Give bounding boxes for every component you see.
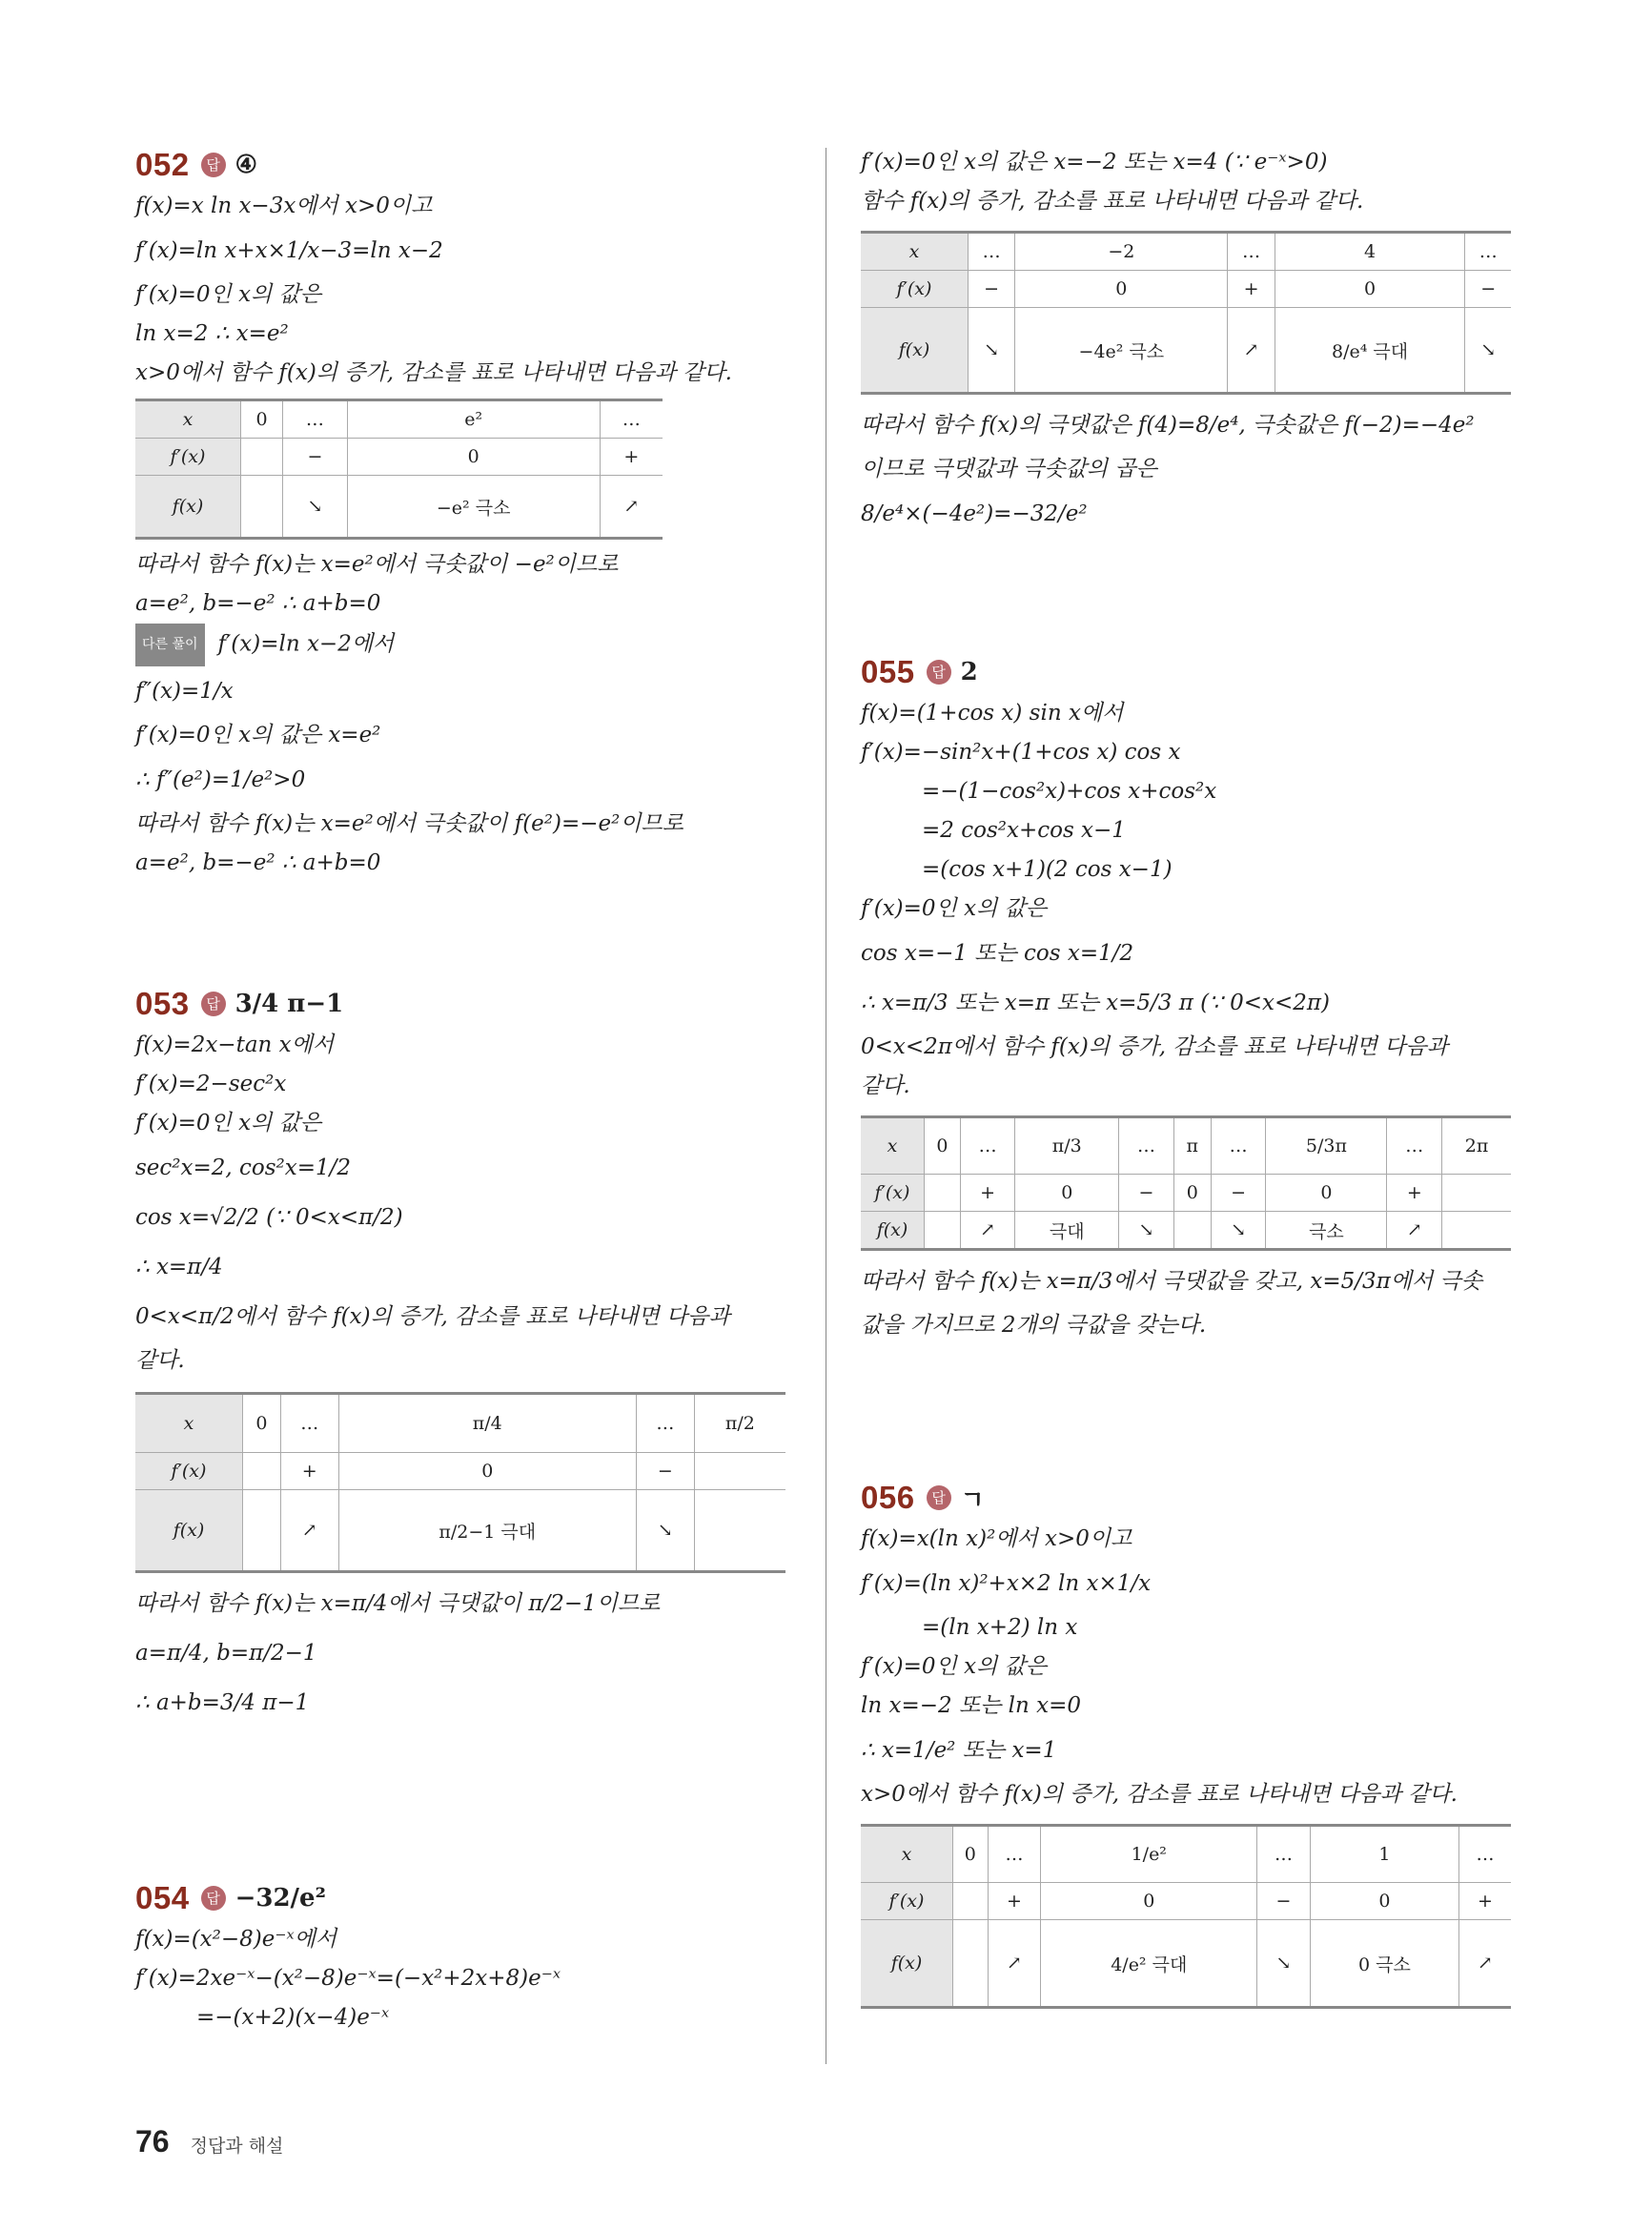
table-cell: …: [280, 1394, 338, 1453]
answer-value: ④: [235, 151, 257, 179]
solution-line: a=e², b=−e² ∴ a+b=0: [135, 591, 381, 616]
solution-line: =(cos x+1)(2 cos x−1): [922, 857, 1173, 882]
table-cell: …: [1387, 1117, 1442, 1175]
table-cell: …: [1119, 1117, 1174, 1175]
table-cell: [694, 1453, 785, 1490]
table-cell: [241, 476, 283, 539]
answer-value: 2: [960, 658, 978, 686]
table-cell: ↘: [283, 476, 347, 539]
solution-line: 따라서 함수 f(x)는 x=e²에서 극솟값이 −e²이므로: [135, 552, 619, 577]
table-cell: ↘: [1211, 1212, 1266, 1250]
solution-line: cos x=√2/2 (∵ 0<x<π/2): [135, 1205, 403, 1230]
problem-header: [861, 650, 1519, 694]
table-cell: −: [1257, 1883, 1311, 1920]
problem-054-continued: [861, 143, 1519, 539]
table-cell: f′(x): [861, 271, 969, 308]
solution-line: =(ln x+2) ln x: [922, 1615, 1078, 1640]
problem-052: [135, 143, 793, 883]
table-cell: 0: [1015, 1175, 1119, 1212]
table-cell: +: [1228, 271, 1275, 308]
solution-line: =−(x+2)(x−4)e⁻ˣ: [196, 2005, 390, 2030]
problem-header: [135, 1876, 793, 1920]
solution-line: f(x)=2x−tan x에서: [135, 1033, 335, 1057]
table-cell: ↗: [280, 1490, 338, 1572]
table-cell: 1: [1310, 1826, 1458, 1883]
solution-line: x>0에서 함수 f(x)의 증가, 감소를 표로 나타내면 다음과 같다.: [861, 1782, 1458, 1807]
solution-line: 0<x<2π에서 함수 f(x)의 증가, 감소를 표로 나타내면 다음과: [861, 1034, 1448, 1059]
table-cell: [953, 1883, 989, 1920]
solution-line: 0<x<π/2에서 함수 f(x)의 증가, 감소를 표로 나타내면 다음과: [135, 1304, 730, 1329]
answer-value: 3/4 π−1: [235, 990, 344, 1018]
table-cell: [1442, 1175, 1511, 1212]
solution-line: ln x=2 ∴ x=e²: [135, 321, 289, 346]
table-cell: 4/e² 극대: [1041, 1920, 1257, 2008]
table-cell: 0: [347, 439, 600, 476]
solution-line: 따라서 함수 f(x)는 x=π/3에서 극댓값을 갖고, x=5/3π에서 극솟: [861, 1269, 1482, 1294]
table-cell: [243, 1490, 281, 1572]
problem-number: 054: [135, 1880, 190, 1915]
table-cell: x: [861, 1117, 925, 1175]
table-cell: 0: [1041, 1883, 1257, 1920]
solution-line: ∴ x=π/4: [135, 1255, 223, 1279]
table-cell: x: [861, 1826, 953, 1883]
table-cell: …: [1458, 1826, 1511, 1883]
table-cell: [241, 439, 283, 476]
table-cell: −: [1465, 271, 1511, 308]
answer-badge: 답: [927, 1485, 951, 1510]
solution-line: f′(x)=2xe⁻ˣ−(x²−8)e⁻ˣ=(−x²+2x+8)e⁻ˣ: [135, 1966, 561, 1991]
table-cell: [243, 1453, 281, 1490]
table-cell: f′(x): [135, 1453, 243, 1490]
table-cell: +: [280, 1453, 338, 1490]
table-cell: …: [988, 1826, 1041, 1883]
table-cell: [953, 1920, 989, 2008]
table-cell: 0: [241, 400, 283, 439]
answer-value: −32/e²: [235, 1884, 326, 1913]
alt-solution-text: f′(x)=ln x−2에서: [217, 631, 395, 657]
table-cell: +: [600, 439, 663, 476]
table-cell: +: [960, 1175, 1015, 1212]
table-cell: …: [600, 400, 663, 439]
table-cell: 4: [1275, 233, 1465, 271]
table-cell: −: [636, 1453, 694, 1490]
table-cell: f(x): [861, 1920, 953, 2008]
solution-line: f′(x)=0인 x의 값은: [135, 1111, 322, 1135]
table-cell: ↗: [1458, 1920, 1511, 2008]
answer-badge: 답: [201, 1886, 226, 1911]
table-cell: x: [861, 233, 969, 271]
table-cell: f(x): [135, 476, 241, 539]
solution-line: f′(x)=−sin²x+(1+cos x) cos x: [861, 740, 1181, 765]
footer-label: 정답과 해설: [190, 2136, 284, 2157]
solution-line: 함수 f(x)의 증가, 감소를 표로 나타내면 다음과 같다.: [861, 189, 1364, 214]
solution-line: 따라서 함수 f(x)는 x=e²에서 극솟값이 f(e²)=−e²이므로: [135, 811, 683, 836]
solution-line: 8/e⁴×(−4e²)=−32/e²: [861, 501, 1088, 526]
variation-table: [135, 1392, 785, 1573]
answer-value: ㄱ: [960, 1485, 985, 1515]
table-cell: 0 극소: [1310, 1920, 1458, 2008]
table-cell: ↗: [988, 1920, 1041, 2008]
solution-line: f(x)=x ln x−3x에서 x>0이고: [135, 194, 433, 218]
table-cell: [1173, 1212, 1211, 1250]
table-cell: …: [636, 1394, 694, 1453]
problem-number: 055: [861, 654, 915, 689]
problem-header: [135, 982, 793, 1026]
table-cell: −e² 극소: [347, 476, 600, 539]
solution-line: a=e², b=−e² ∴ a+b=0: [135, 850, 381, 875]
solution-line: 값을 가지므로 2개의 극값을 갖는다.: [861, 1313, 1207, 1338]
table-cell: π/4: [338, 1394, 636, 1453]
problem-056: [861, 1476, 1519, 2015]
table-cell: +: [988, 1883, 1041, 1920]
solution-line: f″(x)=1/x: [135, 679, 234, 704]
solution-line: ∴ a+b=3/4 π−1: [135, 1690, 310, 1715]
table-cell: …: [1257, 1826, 1311, 1883]
table-cell: ↗: [1387, 1212, 1442, 1250]
solution-line: 따라서 함수 f(x)의 극댓값은 f(4)=8/e⁴, 극솟값은 f(−2)=−4e²: [861, 413, 1475, 438]
table-cell: x: [135, 1394, 243, 1453]
table-cell: −4e² 극소: [1015, 308, 1228, 394]
table-cell: 1/e²: [1041, 1826, 1257, 1883]
solution-line: f′(x)=0인 x의 값은: [861, 896, 1048, 921]
table-cell: f′(x): [135, 439, 241, 476]
answer-badge: 답: [201, 153, 226, 177]
problem-054: [135, 1876, 793, 2037]
table-cell: 0: [1266, 1175, 1387, 1212]
page-number: 76: [135, 2124, 170, 2158]
table-cell: [925, 1212, 961, 1250]
table-cell: −: [1119, 1175, 1174, 1212]
table-cell: …: [960, 1117, 1015, 1175]
answer-badge: 답: [201, 992, 226, 1016]
solution-line: f′(x)=0인 x의 값은: [861, 1654, 1048, 1679]
solution-line: f(x)=(x²−8)e⁻ˣ에서: [135, 1927, 337, 1952]
table-cell: +: [1458, 1883, 1511, 1920]
solution-line: x>0에서 함수 f(x)의 증가, 감소를 표로 나타내면 다음과 같다.: [135, 360, 732, 385]
solution-line: f(x)=(1+cos x) sin x에서: [861, 701, 1124, 726]
problem-number: 052: [135, 147, 190, 182]
solution-line: =2 cos²x+cos x−1: [922, 818, 1126, 843]
solution-line: a=π/4, b=π/2−1: [135, 1641, 317, 1666]
solution-line: 이므로 극댓값과 극솟값의 곱은: [861, 457, 1157, 481]
problem-header: [861, 1476, 1519, 1520]
variation-table: [861, 231, 1511, 395]
table-cell: 0: [953, 1826, 989, 1883]
alt-solution-badge: 다른 풀이: [135, 624, 205, 666]
table-cell: ↘: [969, 308, 1015, 394]
problem-number: 056: [861, 1480, 915, 1515]
solution-line: f(x)=x(ln x)²에서 x>0이고: [861, 1526, 1132, 1551]
table-cell: −: [1211, 1175, 1266, 1212]
table-cell: [925, 1175, 961, 1212]
table-cell: f(x): [861, 1212, 925, 1250]
table-cell: −2: [1015, 233, 1228, 271]
table-cell: ↗: [1228, 308, 1275, 394]
table-cell: [1442, 1212, 1511, 1250]
table-cell: ↗: [960, 1212, 1015, 1250]
table-cell: π/3: [1015, 1117, 1119, 1175]
table-cell: −: [283, 439, 347, 476]
solution-line: =−(1−cos²x)+cos x+cos²x: [922, 779, 1217, 804]
table-cell: f(x): [861, 308, 969, 394]
table-cell: π/2−1 극대: [338, 1490, 636, 1572]
table-cell: …: [1211, 1117, 1266, 1175]
solution-line: f′(x)=2−sec²x: [135, 1072, 287, 1096]
solution-line: f′(x)=0인 x의 값은 x=e²: [135, 723, 381, 747]
table-cell: ↗: [600, 476, 663, 539]
solution-line: f′(x)=(ln x)²+x×2 ln x×1/x: [861, 1571, 1152, 1596]
solution-line: ∴ x=1/e² 또는 x=1: [861, 1738, 1057, 1763]
solution-line: ln x=−2 또는 ln x=0: [861, 1693, 1082, 1718]
table-cell: 2π: [1442, 1117, 1511, 1175]
problem-header: [135, 143, 793, 187]
solution-line: 같다.: [861, 1074, 910, 1098]
table-cell: 0: [1310, 1883, 1458, 1920]
table-cell: f′(x): [861, 1883, 953, 1920]
solution-line: cos x=−1 또는 cos x=1/2: [861, 941, 1134, 966]
table-cell: 극대: [1015, 1212, 1119, 1250]
solution-line: 같다.: [135, 1348, 185, 1373]
table-cell: …: [1465, 233, 1511, 271]
table-cell: 0: [338, 1453, 636, 1490]
solution-line: ∴ x=π/3 또는 x=π 또는 x=5/3 π (∵ 0<x<2π): [861, 991, 1330, 1015]
solution-line: sec²x=2, cos²x=1/2: [135, 1156, 352, 1180]
table-cell: π/2: [694, 1394, 785, 1453]
table-cell: 0: [925, 1117, 961, 1175]
problem-055: [861, 650, 1519, 1345]
solution-line: f′(x)=ln x+x×1/x−3=ln x−2: [135, 238, 443, 263]
table-cell: …: [1228, 233, 1275, 271]
table-cell: [694, 1490, 785, 1572]
variation-table: [135, 399, 663, 540]
table-cell: e²: [347, 400, 600, 439]
table-cell: 0: [1015, 271, 1228, 308]
solution-line: f′(x)=0인 x의 값은 x=−2 또는 x=4 (∵ e⁻ˣ>0): [861, 150, 1328, 174]
table-cell: ↘: [636, 1490, 694, 1572]
variation-table: [861, 1824, 1511, 2009]
table-cell: π: [1173, 1117, 1211, 1175]
problem-number: 053: [135, 986, 190, 1021]
page-footer: [135, 2124, 283, 2159]
alt-solution-line: [135, 624, 793, 666]
solution-line: 따라서 함수 f(x)는 x=π/4에서 극댓값이 π/2−1이므로: [135, 1591, 661, 1616]
table-cell: f(x): [135, 1490, 243, 1572]
table-cell: x: [135, 400, 241, 439]
table-cell: …: [969, 233, 1015, 271]
table-cell: 0: [243, 1394, 281, 1453]
solution-line: f′(x)=0인 x의 값은: [135, 282, 322, 307]
answer-badge: 답: [927, 660, 951, 685]
table-cell: ↘: [1257, 1920, 1311, 2008]
table-cell: ↘: [1465, 308, 1511, 394]
table-cell: …: [283, 400, 347, 439]
table-cell: +: [1387, 1175, 1442, 1212]
table-cell: ↘: [1119, 1212, 1174, 1250]
table-cell: 0: [1275, 271, 1465, 308]
table-cell: 극소: [1266, 1212, 1387, 1250]
table-cell: −: [969, 271, 1015, 308]
table-cell: 8/e⁴ 극대: [1275, 308, 1465, 394]
solution-line: ∴ f″(e²)=1/e²>0: [135, 767, 306, 792]
table-cell: f′(x): [861, 1175, 925, 1212]
problem-053: [135, 982, 793, 1728]
table-cell: 5/3π: [1266, 1117, 1387, 1175]
variation-table: [861, 1115, 1511, 1251]
table-cell: 0: [1173, 1175, 1211, 1212]
